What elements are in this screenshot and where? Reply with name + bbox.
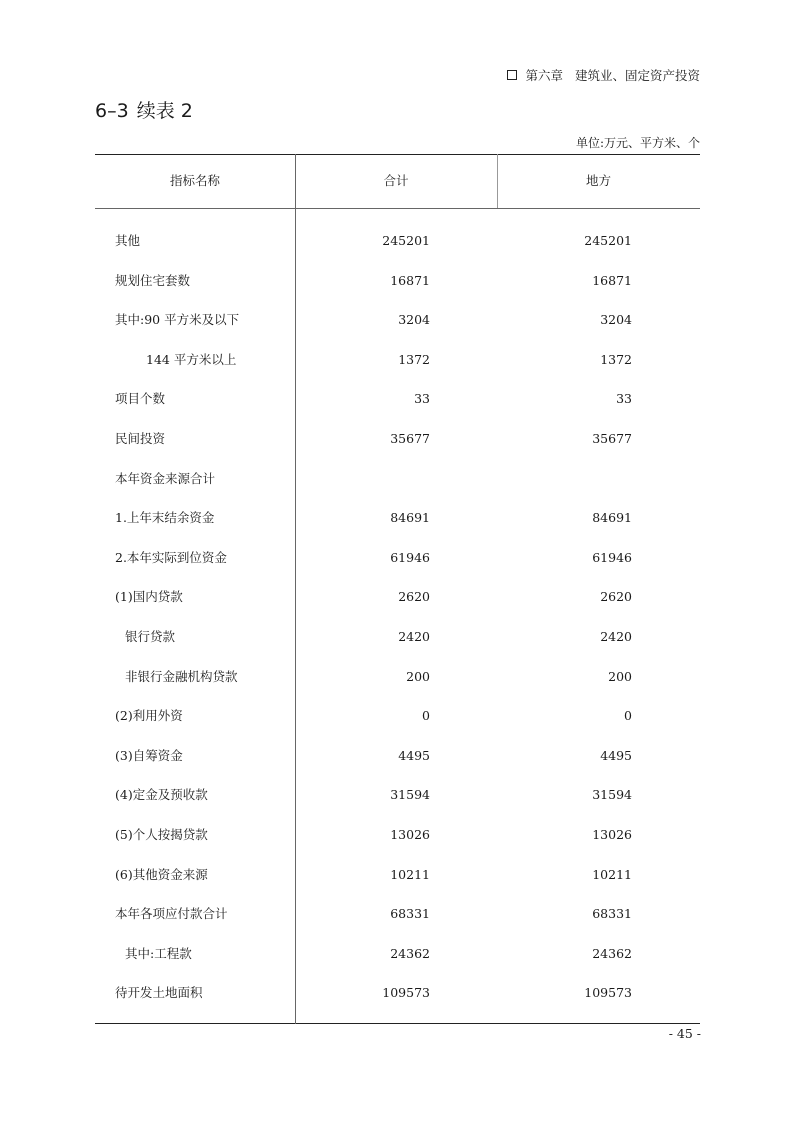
row-label: 1.上年末结余资金 [115, 510, 215, 526]
row-label: 其中:工程款 [125, 945, 192, 961]
row-total-value: 61946 [390, 549, 430, 565]
chapter-title: 建筑业、固定资产投资 [574, 68, 700, 83]
row-label: 民间投资 [115, 430, 166, 446]
table-title-text: 续表 2 [136, 100, 193, 122]
table-row [95, 300, 700, 340]
row-total-value: 13026 [390, 826, 430, 842]
unit-label: 单位:万元、平方米、个 [575, 136, 700, 150]
row-local-value: 61946 [592, 549, 632, 565]
row-label: 非银行金融机构贷款 [125, 668, 238, 684]
table-row [95, 261, 700, 301]
row-local-value: 245201 [584, 233, 632, 248]
row-total-value: 68331 [390, 906, 430, 922]
chapter-header [507, 66, 700, 84]
row-label: (5)个人按揭贷款 [115, 826, 208, 842]
table-row [95, 379, 700, 419]
row-total-value: 84691 [390, 510, 430, 526]
table-row [95, 736, 700, 776]
column-header-name: 指标名称 [169, 173, 220, 188]
row-local-value: 35677 [592, 430, 632, 446]
table-bottom-rule [95, 1023, 700, 1024]
row-label: 其他 [115, 233, 141, 248]
row-label: 本年各项应付款合计 [115, 906, 228, 922]
table-row [95, 934, 700, 974]
row-total-value: 245201 [382, 233, 430, 248]
row-total-value: 24362 [390, 945, 430, 961]
table-row [95, 973, 700, 1013]
row-local-value: 3204 [600, 312, 632, 328]
row-total-value: 4495 [398, 747, 430, 763]
row-label: 待开发土地面积 [115, 985, 203, 1001]
table-number: 6–3 [95, 100, 129, 122]
row-total-value: 10211 [390, 866, 430, 882]
column-header-total: 合计 [383, 173, 409, 188]
table-row [95, 498, 700, 538]
table-row [95, 459, 700, 499]
table-title [95, 96, 193, 123]
row-local-value: 0 [624, 708, 632, 724]
row-local-value: 24362 [592, 945, 632, 961]
row-label: 其中:90 平方米及以下 [115, 312, 240, 328]
row-total-value: 16871 [390, 272, 430, 288]
row-label: 项目个数 [115, 391, 166, 407]
row-total-value: 31594 [390, 787, 430, 803]
row-total-value: 2620 [398, 589, 430, 605]
table-row [95, 775, 700, 815]
table-body [95, 221, 700, 1013]
row-local-value: 1372 [600, 351, 632, 367]
table-row [95, 340, 700, 380]
row-total-value: 33 [414, 391, 430, 407]
row-label: 144 平方米以上 [146, 351, 237, 367]
row-local-value: 4495 [600, 747, 632, 763]
row-local-value: 109573 [584, 985, 632, 1001]
row-local-value: 2620 [600, 589, 632, 605]
row-total-value: 3204 [398, 312, 430, 328]
row-label: (2)利用外资 [115, 708, 183, 724]
row-label: 规划住宅套数 [115, 272, 191, 288]
chapter-number: 第六章 [525, 68, 563, 83]
table-row [95, 815, 700, 855]
table-row [95, 855, 700, 895]
row-label: 银行贷款 [125, 628, 176, 644]
row-label: 2.本年实际到位资金 [115, 549, 227, 565]
row-total-value: 200 [406, 668, 430, 684]
row-total-value: 0 [422, 708, 430, 724]
row-label: (6)其他资金来源 [115, 866, 208, 882]
row-label: (3)自筹资金 [115, 747, 183, 763]
row-local-value: 2420 [600, 628, 632, 644]
row-total-value: 1372 [398, 351, 430, 367]
table-row [95, 894, 700, 934]
row-total-value: 35677 [390, 430, 430, 446]
row-local-value: 13026 [592, 826, 632, 842]
row-total-value: 109573 [382, 985, 430, 1001]
page-number: - 45 - [668, 1026, 701, 1041]
table-row [95, 657, 700, 697]
row-local-value: 33 [616, 391, 632, 407]
table-row [95, 221, 700, 261]
row-local-value: 10211 [592, 866, 632, 882]
row-local-value: 200 [608, 668, 632, 684]
row-local-value: 31594 [592, 787, 632, 803]
row-label: 本年资金来源合计 [115, 470, 216, 486]
statistics-table [95, 154, 700, 1024]
table-row [95, 538, 700, 578]
table-row [95, 419, 700, 459]
row-local-value: 16871 [592, 272, 632, 288]
row-local-value: 84691 [592, 510, 632, 526]
row-local-value: 68331 [592, 906, 632, 922]
column-header-local: 地方 [585, 173, 611, 188]
table-header-rule [95, 208, 700, 209]
table-row [95, 696, 700, 736]
table-row [95, 617, 700, 657]
square-icon [507, 70, 517, 80]
table-row [95, 577, 700, 617]
row-label: (4)定金及预收款 [115, 787, 208, 803]
row-total-value: 2420 [398, 628, 430, 644]
row-label: (1)国内贷款 [115, 589, 183, 605]
